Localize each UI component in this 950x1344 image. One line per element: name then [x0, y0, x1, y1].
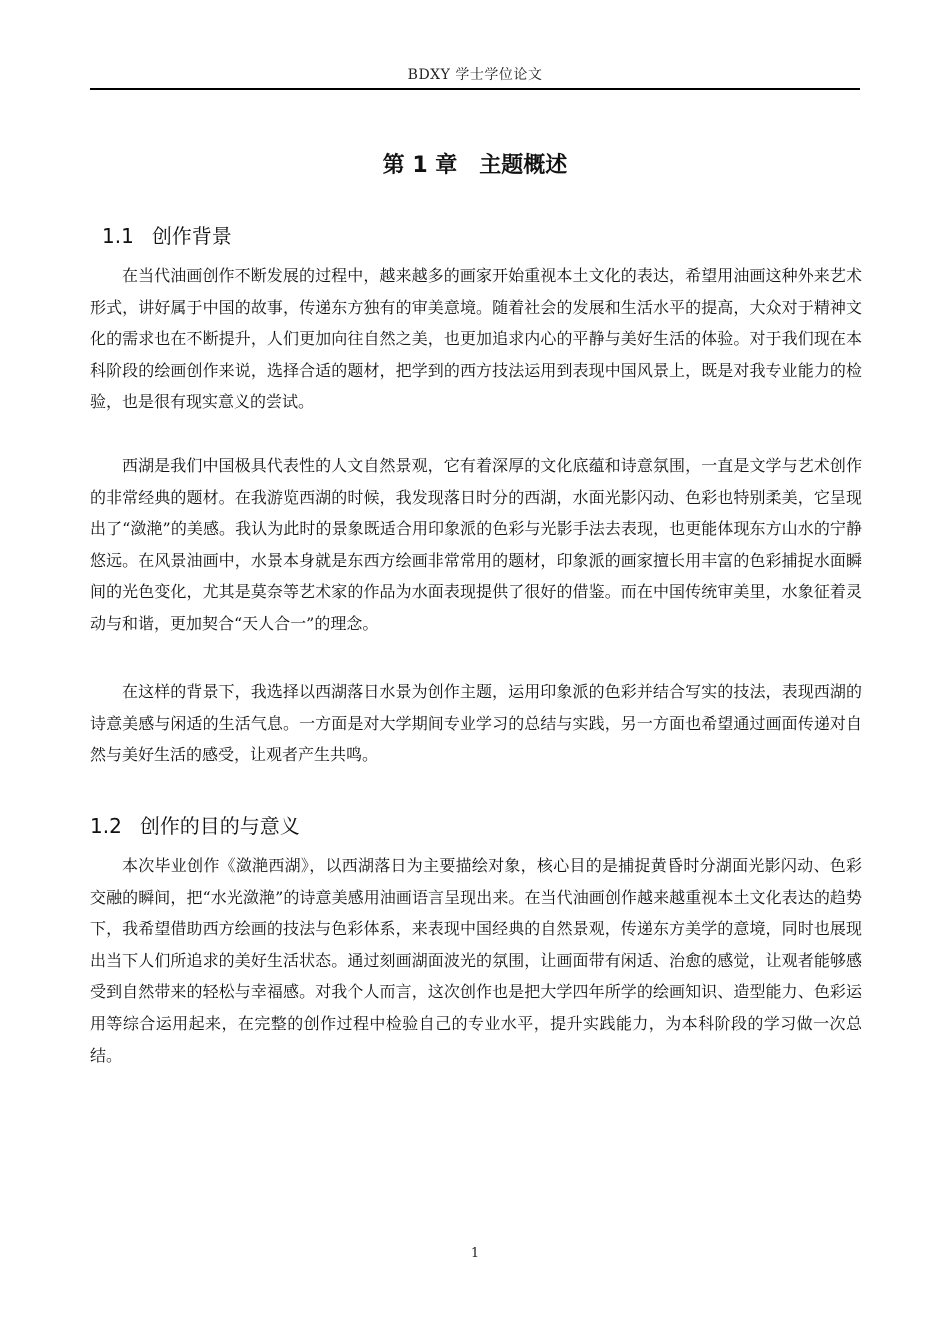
paragraph: 本次毕业创作《潋滟西湖》，以西湖落日为主要描绘对象，核心目的是捕捉黄昏时分湖面光影闪动、色彩交融的瞬间，把“水光潋滟”的诗意美感用油画语言呈现出来。在当代油画创作越来越重视本土文化表达的趋势下，我希望借助西方绘画的技法与色彩体系，来表现中国经典的自然景观，传递东方美学的意境，同时也展现出当下人们所追求的美好生活状态。通过刻画湖面波光的氛围，让画面带有闲适、治愈的感觉，让观者能够感受到自然带来的轻松与幸福感。对我个人而言，这次创作也是把大学四年所学的绘画知识、造型能力、色彩运用等综合运用起来，在完整的创作过程中检验自己的专业水平，提升实践能力，为本科阶段的学习做一次总结。 [90, 856, 862, 1065]
header-rule [90, 88, 860, 90]
paragraph: 在这样的背景下，我选择以西湖落日水景为创作主题，运用印象派的色彩并结合写实的技法，表现西湖的诗意美感与闲适的生活气息。一方面是对大学期间专业学习的总结与实践，另一方面也希望通过画面传递对自然与美好生活的感受，让观者产生共鸣。 [90, 682, 862, 765]
page-number: 1 [470, 1246, 480, 1261]
section-number: 1.1 [102, 224, 134, 248]
page-header: BDXY 学士学位论文 [407, 67, 543, 83]
section-title-text: 创作背景 [151, 224, 232, 248]
section-number: 1.2 [90, 814, 122, 838]
paragraph: 在当代油画创作不断发展的过程中，越来越多的画家开始重视本土文化的表达，希望用油画这种外来艺术形式，讲好属于中国的故事，传递东方独有的审美意境。随着社会的发展和生活水平的提高，大众对于精神文化的需求也在不断提升，人们更加向往自然之美，也更加追求内心的平静与美好生活的体验。对于我们现在本科阶段的绘画创作来说，选择合适的题材，把学到的西方技法运用到表现中国风景上，既是对我专业能力的检验，也是很有现实意义的尝试。 [90, 266, 862, 412]
paragraph: 西湖是我们中国极具代表性的人文自然景观，它有着深厚的文化底蕴和诗意氛围，一直是文学与艺术创作的非常经典的题材。在我游览西湖的时候，我发现落日时分的西湖，水面光影闪动、色彩也特别柔美，它呈现出了“潋滟”的美感。我认为此时的景象既适合用印象派的色彩与光影手法去表现，也更能体现东方山水的宁静悠远。在风景油画中，水景本身就是东西方绘画非常常用的题材，印象派的画家擅长用丰富的色彩捕捉水面瞬间的光色变化，尤其是莫奈等艺术家的作品为水面表现提供了很好的借鉴。而在中国传统审美里，水象征着灵动与和谐，更加契合“天人合一”的理念。 [90, 456, 862, 633]
section-heading-1-1 [102, 220, 232, 249]
section-title-text: 创作的目的与意义 [139, 814, 300, 838]
chapter-title: 第 1 章 主题概述 [382, 153, 568, 178]
section-heading-1-2 [90, 810, 300, 839]
